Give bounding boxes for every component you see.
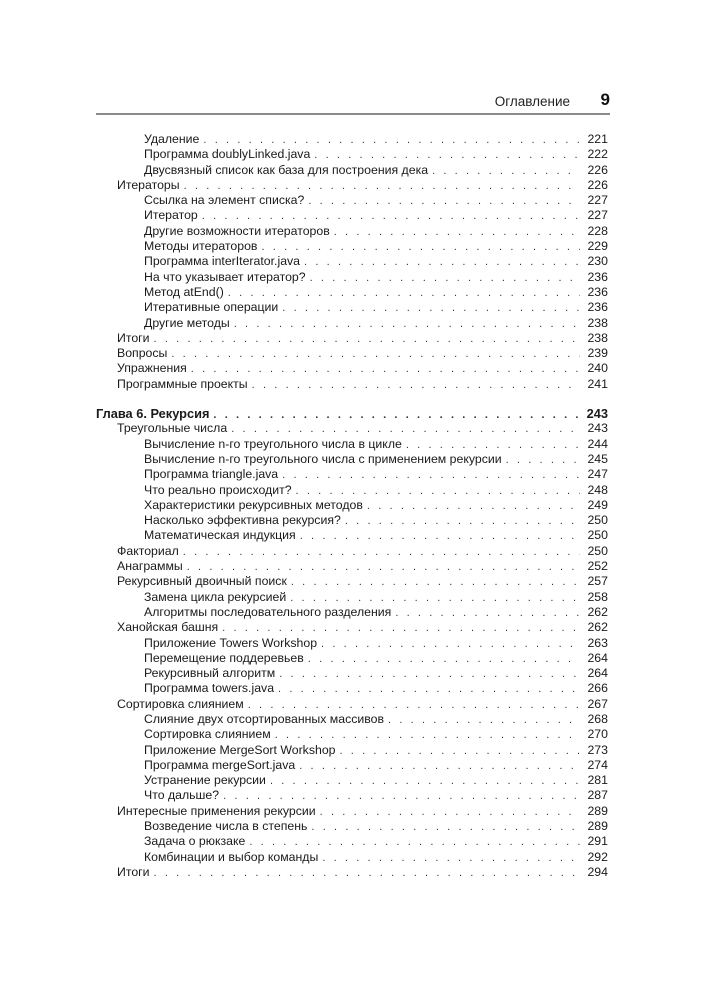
toc-entry-subsection[interactable] bbox=[96, 193, 608, 208]
toc-entry-section[interactable] bbox=[96, 331, 608, 346]
entry-page: 236 bbox=[587, 300, 608, 315]
dot-leader bbox=[308, 194, 580, 209]
dot-leader bbox=[304, 255, 580, 270]
entry-page: 228 bbox=[587, 223, 608, 238]
entry-page: 273 bbox=[587, 742, 608, 757]
toc-entry-subsection[interactable] bbox=[96, 758, 608, 773]
dot-leader bbox=[406, 438, 580, 453]
header-title: Оглавление bbox=[494, 94, 570, 109]
dot-leader bbox=[154, 332, 580, 347]
dot-leader bbox=[279, 667, 580, 682]
dot-leader bbox=[184, 179, 580, 194]
dot-leader bbox=[296, 484, 580, 499]
entry-page: 241 bbox=[587, 376, 608, 391]
dot-leader bbox=[187, 560, 580, 575]
entry-title: Другие возможности итераторов bbox=[144, 223, 330, 238]
entry-page: 262 bbox=[587, 604, 608, 619]
toc-entry-subsection[interactable] bbox=[96, 437, 608, 452]
dot-leader bbox=[231, 422, 580, 437]
entry-page: 240 bbox=[587, 361, 608, 376]
dot-leader bbox=[322, 851, 580, 866]
chapter-page: 243 bbox=[586, 406, 608, 422]
entry-title: Программные проекты bbox=[117, 376, 248, 391]
entry-page: 222 bbox=[587, 147, 608, 162]
entry-title: Анаграммы bbox=[117, 559, 183, 574]
entry-title: Сортировка слиянием bbox=[144, 727, 271, 742]
entry-title: Факториал bbox=[117, 543, 179, 558]
entry-title: Программа mergeSort.java bbox=[144, 757, 296, 772]
entry-title: Задача о рюкзаке bbox=[144, 834, 246, 849]
entry-page: 263 bbox=[587, 635, 608, 650]
entry-title: Программа triangle.java bbox=[144, 467, 279, 482]
dot-leader bbox=[261, 240, 580, 255]
toc-entry-section[interactable] bbox=[96, 377, 608, 392]
entry-title: На что указывает итератор? bbox=[144, 269, 306, 284]
entry-title: Метод atEnd() bbox=[144, 284, 224, 299]
dot-leader bbox=[320, 805, 580, 820]
dot-leader bbox=[314, 148, 580, 163]
entry-page: 238 bbox=[587, 315, 608, 330]
entry-page: 250 bbox=[587, 528, 608, 543]
entry-title: Ханойская башня bbox=[117, 620, 219, 635]
entry-page: 227 bbox=[587, 193, 608, 208]
toc-section-chapter6 bbox=[96, 421, 608, 880]
dot-leader bbox=[275, 728, 580, 743]
dot-leader bbox=[282, 301, 580, 316]
toc-entry-subsection[interactable] bbox=[96, 483, 608, 498]
entry-page: 264 bbox=[587, 666, 608, 681]
dot-leader bbox=[334, 225, 580, 240]
entry-title: Устранение рекурсии bbox=[144, 773, 266, 788]
toc-entry-subsection[interactable] bbox=[96, 452, 608, 467]
toc-entry-section[interactable] bbox=[96, 544, 608, 559]
entry-title: Удаление bbox=[144, 132, 200, 146]
toc-entry-subsection[interactable] bbox=[96, 834, 608, 849]
entry-title: Вычисление n-го треугольного числа в цикле bbox=[144, 436, 402, 451]
entry-page: 281 bbox=[587, 773, 608, 788]
entry-title: Вопросы bbox=[117, 346, 168, 361]
entry-title: Итоги bbox=[117, 864, 150, 879]
dot-leader bbox=[345, 514, 580, 529]
entry-page: 244 bbox=[587, 436, 608, 451]
entry-page: 291 bbox=[587, 834, 608, 849]
entry-page: 266 bbox=[587, 681, 608, 696]
entry-page: 247 bbox=[587, 467, 608, 482]
toc-entry-subsection[interactable] bbox=[96, 651, 608, 666]
dot-leader bbox=[223, 789, 580, 804]
entry-title: Сортировка слиянием bbox=[117, 696, 244, 711]
entry-page: 229 bbox=[587, 239, 608, 254]
entry-title: Итераторы bbox=[117, 177, 180, 192]
toc-entry-subsection[interactable] bbox=[96, 239, 608, 254]
toc-entry-section[interactable] bbox=[96, 574, 608, 589]
toc-entry-subsection[interactable] bbox=[96, 224, 608, 239]
toc-entry-subsection[interactable] bbox=[96, 590, 608, 605]
toc-entry-subsection[interactable] bbox=[96, 513, 608, 528]
toc-entry-subsection[interactable] bbox=[96, 636, 608, 651]
dot-leader bbox=[203, 133, 580, 148]
entry-page: 250 bbox=[587, 513, 608, 528]
entry-title: Что реально происходит? bbox=[144, 482, 292, 497]
entry-title: Комбинации и выбор команды bbox=[144, 849, 319, 864]
entry-page: 262 bbox=[587, 620, 608, 635]
dot-leader bbox=[248, 698, 580, 713]
dot-leader bbox=[432, 164, 580, 179]
toc-entry-subsection[interactable] bbox=[96, 285, 608, 300]
toc-entry-subsection[interactable] bbox=[96, 147, 608, 162]
entry-page: 287 bbox=[587, 788, 608, 803]
entry-page: 227 bbox=[587, 208, 608, 223]
toc-entry-subsection[interactable] bbox=[96, 270, 608, 285]
entry-page: 252 bbox=[587, 559, 608, 574]
dot-leader bbox=[278, 682, 580, 697]
dot-leader bbox=[299, 759, 580, 774]
toc-entry-subsection[interactable] bbox=[96, 773, 608, 788]
toc-entry-section[interactable] bbox=[96, 346, 608, 361]
entry-page: 230 bbox=[587, 254, 608, 269]
toc-entry-section[interactable] bbox=[96, 559, 608, 574]
dot-leader bbox=[311, 820, 580, 835]
toc-entry-subsection[interactable] bbox=[96, 681, 608, 696]
toc-entry-section[interactable] bbox=[96, 865, 608, 880]
toc-entry-section[interactable] bbox=[96, 804, 608, 819]
entry-page: 292 bbox=[587, 849, 608, 864]
entry-page: 289 bbox=[587, 819, 608, 834]
entry-title: Программа doublyLinked.java bbox=[144, 147, 311, 162]
dot-leader bbox=[252, 378, 580, 393]
entry-page: 267 bbox=[587, 696, 608, 711]
dot-leader bbox=[308, 652, 580, 667]
entry-title: Упражнения bbox=[117, 361, 187, 376]
toc-entry-subsection[interactable] bbox=[96, 788, 608, 803]
dot-leader bbox=[506, 453, 580, 468]
entry-page: 236 bbox=[587, 284, 608, 299]
dot-leader bbox=[228, 286, 580, 301]
entry-title: Итеративные операции bbox=[144, 300, 279, 315]
chapter-title: Глава 6. Рекурсия bbox=[96, 406, 210, 422]
entry-title: Математическая индукция bbox=[144, 528, 296, 543]
toc-entry-subsection[interactable] bbox=[96, 528, 608, 543]
toc-entry-subsection[interactable] bbox=[96, 727, 608, 742]
entry-title: Рекурсивный алгоритм bbox=[144, 666, 276, 681]
dot-leader bbox=[367, 499, 580, 514]
entry-title: Приложение MergeSort Workshop bbox=[144, 742, 336, 757]
entry-page: 226 bbox=[587, 177, 608, 192]
dot-leader bbox=[340, 744, 581, 759]
entry-title: Алгоритмы последовательного разделения bbox=[144, 604, 392, 619]
toc-entry-subsection[interactable] bbox=[96, 208, 608, 223]
toc-entry-section[interactable] bbox=[96, 620, 608, 635]
toc-entry-subsection[interactable] bbox=[96, 467, 608, 482]
entry-title: Треугольные числа bbox=[117, 421, 228, 436]
toc-entry-section[interactable] bbox=[96, 421, 608, 436]
entry-title: Итоги bbox=[117, 330, 150, 345]
toc-entry-subsection[interactable] bbox=[96, 712, 608, 727]
toc-entry-subsection[interactable] bbox=[96, 300, 608, 315]
entry-page: 264 bbox=[587, 650, 608, 665]
dot-leader bbox=[154, 866, 580, 881]
entry-page: 274 bbox=[587, 757, 608, 772]
dot-leader bbox=[291, 575, 580, 590]
dot-leader bbox=[183, 545, 580, 560]
dot-leader bbox=[282, 468, 580, 483]
dot-leader bbox=[202, 209, 580, 224]
toc-chapter-heading[interactable] bbox=[96, 406, 608, 421]
entry-page: 249 bbox=[587, 497, 608, 512]
entry-title: Приложение Towers Workshop bbox=[144, 635, 318, 650]
table-of-contents bbox=[96, 132, 608, 880]
entry-page: 238 bbox=[587, 330, 608, 345]
entry-page: 245 bbox=[587, 451, 608, 466]
entry-page: 243 bbox=[587, 421, 608, 436]
dot-leader bbox=[300, 529, 580, 544]
dot-leader bbox=[270, 774, 580, 789]
dot-leader bbox=[310, 271, 580, 286]
dot-leader bbox=[222, 621, 580, 636]
entry-page: 236 bbox=[587, 269, 608, 284]
toc-entry-subsection[interactable] bbox=[96, 498, 608, 513]
entry-page: 221 bbox=[587, 132, 608, 146]
entry-title: Что дальше? bbox=[144, 788, 220, 803]
entry-page: 250 bbox=[587, 543, 608, 558]
dot-leader bbox=[249, 835, 580, 850]
entry-page: 289 bbox=[587, 803, 608, 818]
entry-page: 268 bbox=[587, 711, 608, 726]
dot-leader bbox=[171, 347, 580, 362]
toc-entry-section[interactable] bbox=[96, 697, 608, 712]
running-header bbox=[96, 90, 610, 115]
entry-title: Другие методы bbox=[144, 315, 230, 330]
dot-leader bbox=[290, 591, 580, 606]
toc-entry-subsection[interactable] bbox=[96, 254, 608, 269]
entry-page: 258 bbox=[587, 589, 608, 604]
entry-title: Методы итераторов bbox=[144, 239, 258, 254]
toc-entry-subsection[interactable] bbox=[96, 605, 608, 620]
entry-title: Насколько эффективна рекурсия? bbox=[144, 513, 341, 528]
entry-title: Интересные применения рекурсии bbox=[117, 803, 316, 818]
toc-section-chapter5-tail bbox=[96, 132, 608, 392]
entry-title: Ссылка на элемент списка? bbox=[144, 193, 305, 208]
toc-entry-subsection[interactable] bbox=[96, 316, 608, 331]
entry-page: 294 bbox=[587, 864, 608, 879]
page-number: 9 bbox=[600, 90, 610, 109]
entry-title: Характеристики рекурсивных методов bbox=[144, 497, 363, 512]
entry-title: Слияние двух отсортированных массивов bbox=[144, 711, 385, 726]
section-gap bbox=[96, 392, 608, 406]
toc-entry-subsection[interactable] bbox=[96, 850, 608, 865]
entry-title: Двусвязный список как база для построения дека bbox=[144, 162, 429, 177]
entry-page: 248 bbox=[587, 482, 608, 497]
dot-leader bbox=[321, 637, 580, 652]
entry-title: Программа towers.java bbox=[144, 681, 275, 696]
entry-page: 226 bbox=[587, 162, 608, 177]
dot-leader bbox=[234, 317, 580, 332]
toc-entry-subsection[interactable] bbox=[96, 163, 608, 178]
entry-title: Итератор bbox=[144, 208, 198, 223]
toc-entry-section[interactable] bbox=[96, 361, 608, 376]
entry-title: Замена цикла рекурсией bbox=[144, 589, 287, 604]
entry-title: Вычисление n-го треугольного числа с применением рекурсии bbox=[144, 451, 502, 466]
entry-title: Возведение числа в степень bbox=[144, 819, 308, 834]
entry-title: Рекурсивный двоичный поиск bbox=[117, 574, 287, 589]
dot-leader bbox=[191, 362, 580, 377]
toc-entry-subsection[interactable] bbox=[96, 819, 608, 834]
entry-title: Перемещение поддеревьев bbox=[144, 650, 304, 665]
toc-entry-subsection[interactable] bbox=[96, 132, 608, 147]
toc-entry-subsection[interactable] bbox=[96, 743, 608, 758]
toc-entry-section[interactable] bbox=[96, 178, 608, 193]
dot-leader bbox=[395, 606, 580, 621]
entry-title: Программа interIterator.java bbox=[144, 254, 301, 269]
entry-page: 239 bbox=[587, 346, 608, 361]
dot-leader bbox=[388, 713, 580, 728]
toc-entry-subsection[interactable] bbox=[96, 666, 608, 681]
entry-page: 270 bbox=[587, 727, 608, 742]
entry-page: 257 bbox=[587, 574, 608, 589]
